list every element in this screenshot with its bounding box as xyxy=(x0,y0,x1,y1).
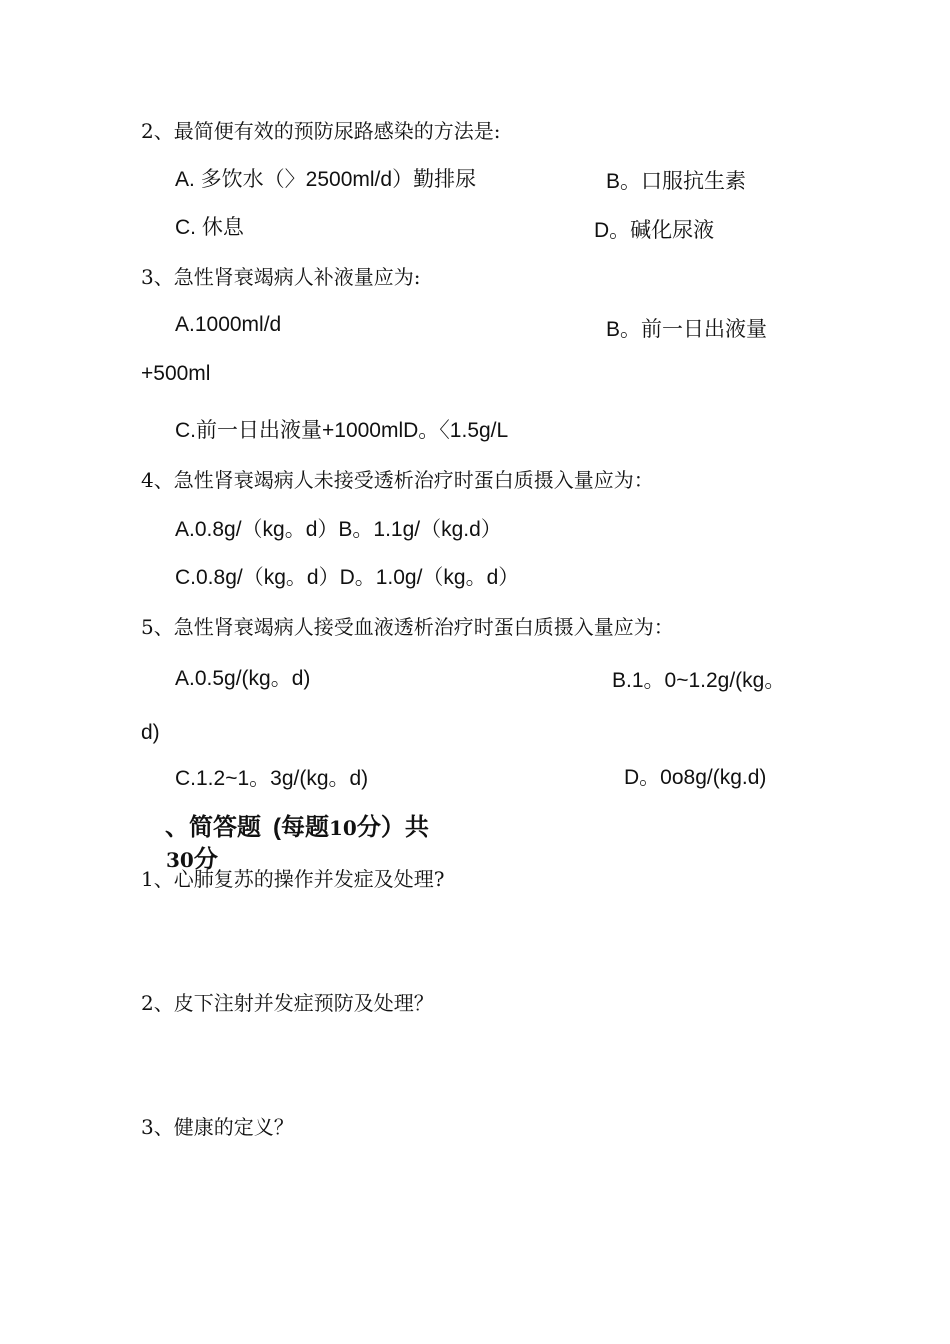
question-4-options-c-d: C.0.8g/（kg。d）D。1.0g/（kg。d） xyxy=(175,566,520,589)
question-3-options-c-d: C.前一日出液量+1000mlD。〈1.5g/L xyxy=(175,419,509,442)
question-5-option-a: A.0.5g/(kg。d) xyxy=(175,667,311,690)
question-2-stem: 2、最简便有效的预防尿路感染的方法是: xyxy=(141,119,501,143)
section-title-total-number: 30 xyxy=(166,848,194,872)
section-title-number: 10 xyxy=(329,816,357,840)
question-3-option-b-continued: +500ml xyxy=(141,362,211,385)
question-2-option-c: C. 休息 xyxy=(175,216,244,239)
question-5-option-b: B.1。0~1.2g/(kg。 xyxy=(612,669,786,692)
question-4-stem: 4、急性肾衰竭病人未接受透析治疗时蛋白质摄入量应为： xyxy=(141,468,654,492)
question-3-option-b: B。前一日出液量 xyxy=(606,318,768,341)
question-5-stem: 5、急性肾衰竭病人接受血液透析治疗时蛋白质摄入量应为： xyxy=(141,615,674,639)
question-5-option-c: C.1.2~1。3g/(kg。d) xyxy=(175,767,369,790)
question-5-option-d: D。0o8g/(kg.d) xyxy=(624,766,767,789)
question-5-option-b-continued: d) xyxy=(141,721,160,744)
short-answer-1: 1、心肺复苏的操作并发症及处理? xyxy=(141,867,445,891)
question-2-option-d: D。碱化尿液 xyxy=(594,219,715,242)
question-4-options-a-b: A.0.8g/（kg。d）B。1.1g/（kg.d） xyxy=(175,518,502,541)
section-title-prefix: 、简答题 xyxy=(165,814,261,841)
section-title xyxy=(165,814,429,842)
question-3-stem: 3、急性肾衰竭病人补液量应为: xyxy=(141,265,421,289)
section-title-paren: (每题 xyxy=(273,814,329,841)
question-2-option-a: A. 多饮水（〉2500ml/d）勤排尿 xyxy=(175,168,477,191)
section-title-total-unit: 分 xyxy=(193,846,218,873)
section-title-rest: 分）共 xyxy=(356,814,429,841)
question-2-option-b: B。口服抗生素 xyxy=(606,170,747,193)
question-3-option-a: A.1000ml/d xyxy=(175,313,282,336)
short-answer-3: 3、健康的定义？ xyxy=(141,1115,294,1139)
short-answer-2: 2、皮下注射并发症预防及处理？ xyxy=(141,991,434,1015)
